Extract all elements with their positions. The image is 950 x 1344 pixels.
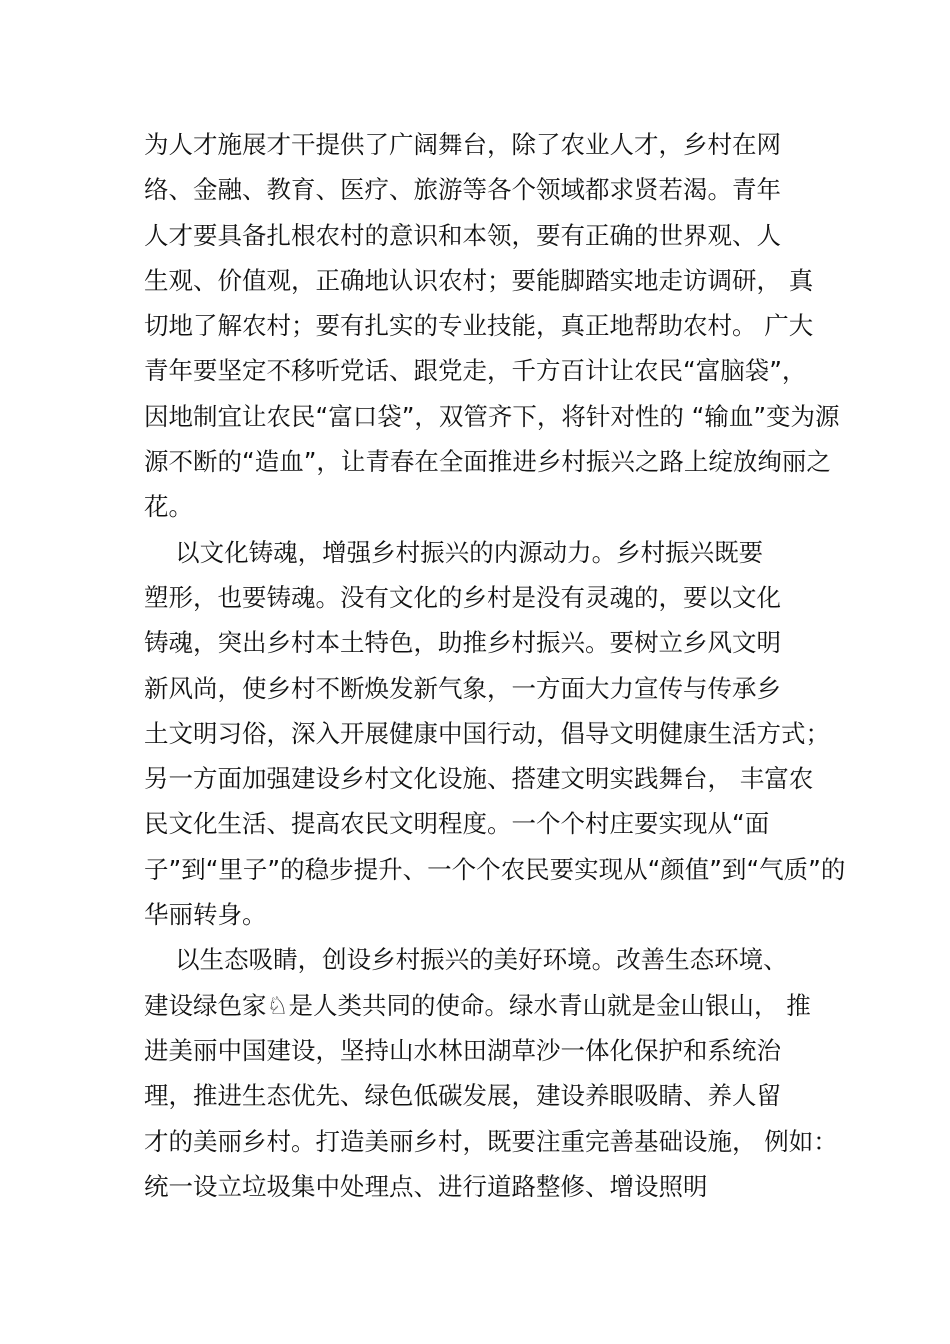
text-line: 另一方面加强建设乡村文化设施、搭建文明实践舞台， 丰富农 [144,764,814,794]
text-line: 因地制宜让农民“富口袋”，双管齐下，将针对性的 “输血”变为源 [144,401,840,431]
text-line: 花。 [144,492,193,522]
text-line: 人才要具备扎根农村的意识和本领，要有正确的世界观、人 [144,220,781,250]
text-line: 华丽转身。 [144,900,267,930]
paragraph-lead-line: 以文化铸魂，增强乡村振兴的内源动力。乡村振兴既要 [144,537,764,567]
paragraph-lead-line: 以生态吸睛，创设乡村振兴的美好环境。改善生态环境、 [144,945,788,975]
text-line: 子”到“里子”的稳步提升、一个个农民要实现从“颜值”到“气质”的 [144,854,846,884]
text-line: 络、金融、教育、医疗、旅游等各个领域都求贤若渴。青年 [144,175,781,205]
text-line: 理，推进生态优先、绿色低碳发展，建设养眼吸睛、养人留 [144,1081,781,1111]
text-line: 青年要坚定不移听党话、跟党走，千方百计让农民“富脑袋”， [144,356,807,386]
text-line: 生观、价值观，正确地认识农村；要能脚踏实地走访调研， 真 [144,265,814,295]
body-text [144,122,844,1209]
text-line: 铸魂，突出乡村本土特色，助推乡村振兴。要树立乡风文明 [144,628,781,658]
text-line: 建设绿色家♘是人类共同的使命。绿水青山就是金山银山， 推 [144,990,811,1020]
text-line: 进美丽中国建设，坚持山水林田湖草沙一体化保护和系统治 [144,1035,781,1065]
text-line: 塑形，也要铸魂。没有文化的乡村是没有灵魂的，要以文化 [144,582,781,612]
text-line: 土文明习俗，深入开展健康中国行动，倡导文明健康生活方式； [144,718,830,748]
text-line: 民文化生活、提高农民文明程度。一个个村庄要实现从“面 [144,809,770,839]
text-line: 源不断的“造血”，让青春在全面推进乡村振兴之路上绽放绚丽之 [144,447,831,477]
text-line: 切地了解农村；要有扎实的专业技能，真正地帮助农村。 广大 [144,311,814,341]
text-line: 统一设立垃圾集中处理点、进行道路整修、增设照明 [144,1171,708,1201]
text-line: 为人才施展才干提供了广阔舞台，除了农业人才，乡村在网 [144,130,781,159]
text-line: 才的美丽乡村。打造美丽乡村，既要注重完善基础设施， 例如： [144,1126,838,1156]
text-line: 新风尚，使乡村不断焕发新气象，一方面大力宣传与传承乡 [144,673,781,703]
